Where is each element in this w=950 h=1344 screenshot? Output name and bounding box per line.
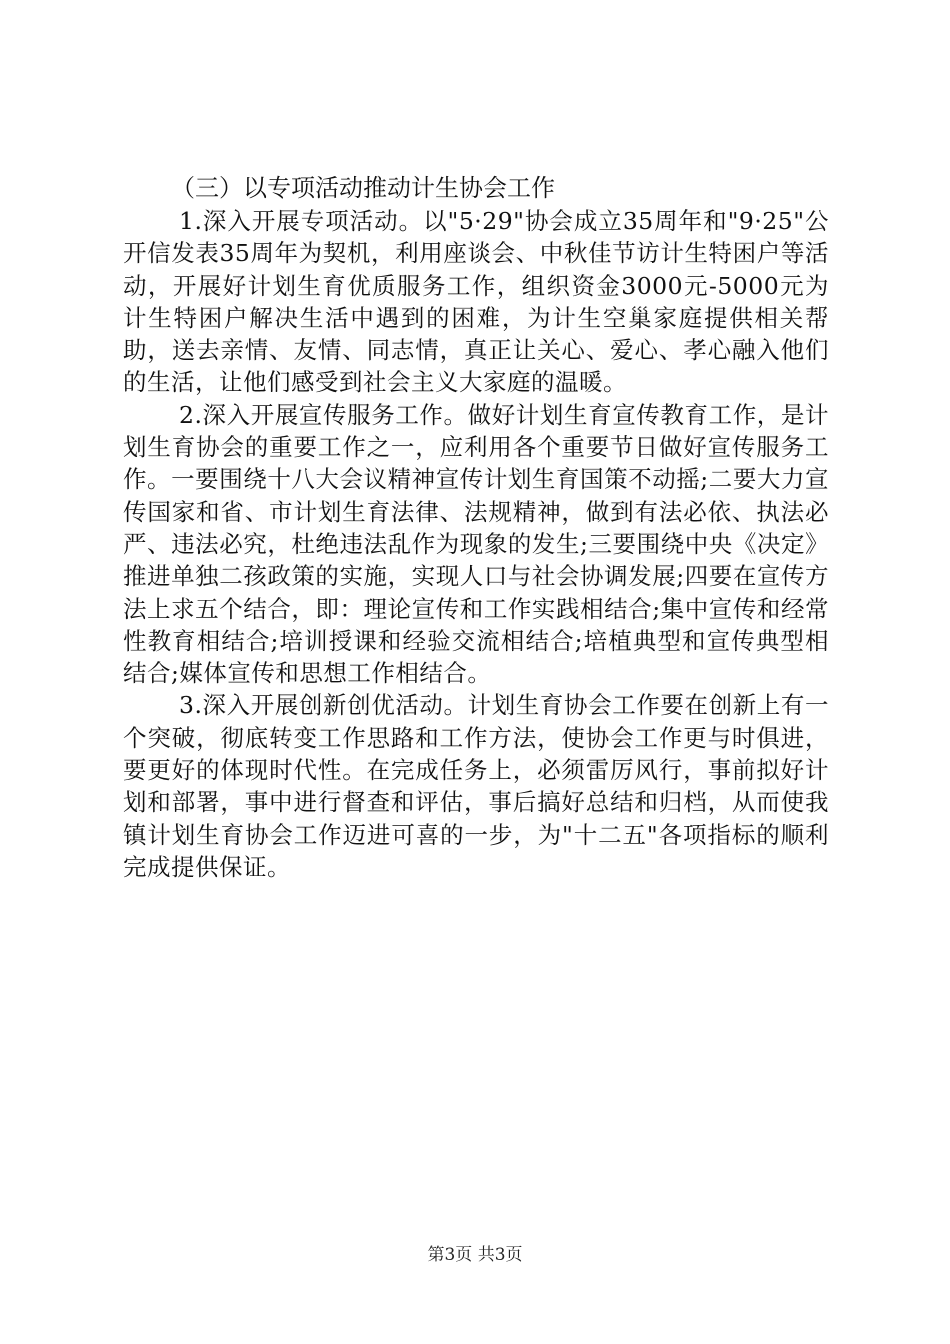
paragraph-special-activities: 1.深入开展专项活动。以"5·29"协会成立35周年和"9·25"公开信发表35周年为契机，利用座谈会、中秋佳节访计生特困户等活动，开展好计划生育优质服务工作，组织资金3000元-5000元为计生特困户解决生活中遇到的困难，为计生空巢家庭提供相关帮助，送去亲情、友情、同志情，真正让关心、爱心、孝心融入他们的生活，让他们感受到社会主义大家庭的温暖。 [123, 207, 829, 397]
section-heading: （三）以专项活动推动计生协会工作 [171, 174, 555, 202]
page-footer: 第3页 共3页 [427, 1245, 523, 1265]
paragraph-publicity-services: 2.深入开展宣传服务工作。做好计划生育宣传教育工作，是计划生育协会的重要工作之一，应利用各个重要节日做好宣传服务工作。一要围绕十八大会议精神宣传计划生育国策不动摇;二要大力宣传国家和省、市计划生育法律、法规精神，做到有法必依、执法必严、违法必究，杜绝违法乱作为现象的发生;三要围绕中央《决定》推进单独二孩政策的实施，实现人口与社会协调发展;四要在宣传方法上求五个结合，即：理论宣传和工作实践相结合;集中宣传和经常性教育相结合;培训授课和经验交流相结合;培植典型和宣传典型相结合;媒体宣传和思想工作相结合。 [123, 400, 829, 688]
paragraph-innovation-activities: 3.深入开展创新创优活动。计划生育协会工作要在创新上有一个突破，彻底转变工作思路和工作方法，使协会工作更与时俱进，要更好的体现时代性。在完成任务上，必须雷厉风行，事前拟好计划和部署，事中进行督查和评估，事后搞好总结和归档，从而使我镇计划生育协会工作迈进可喜的一步，为"十二五"各项指标的顺利完成提供保证。 [123, 691, 829, 881]
document-body [123, 172, 829, 883]
